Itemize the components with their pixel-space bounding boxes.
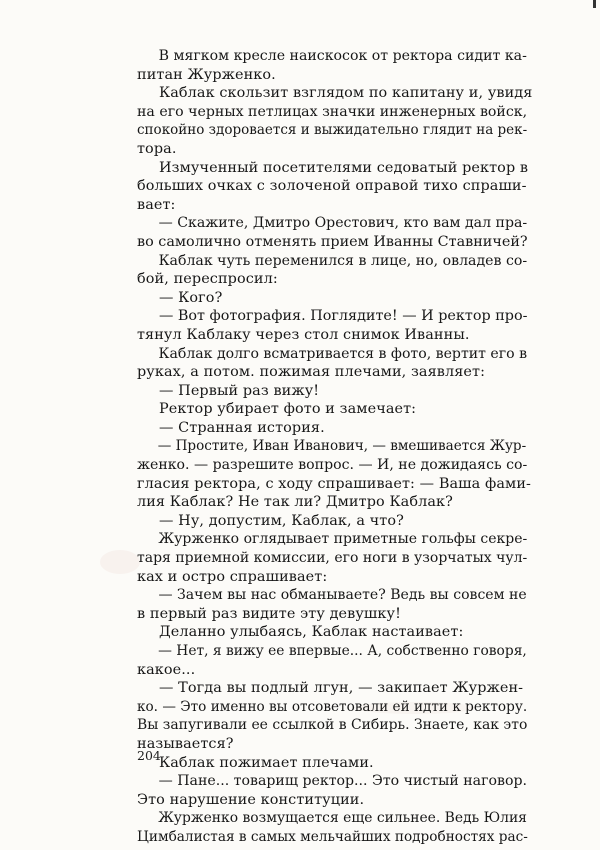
text-line: — Кого? (159, 289, 223, 306)
text-line: Вы запугивали ее ссылкой в Сибирь. Знаете, как это (137, 717, 528, 734)
text-line: руках, а потом. пожимая плечами, заявляет: (137, 364, 486, 381)
text-line: в первый раз видите эту девушку! (137, 605, 401, 622)
text-line: Цимбалистая в самых мельчайших подробностях рас- (137, 828, 528, 845)
text-line: Измученный посетителями седоватый ректор в (159, 159, 529, 176)
text-line: — Нет, я вижу ее впервые... А, собственно говоря, (158, 643, 527, 659)
text-line: ко. — Это именно вы отсоветовали ей идти к ректору. (137, 698, 528, 715)
text-line: Каблак долго всматривается в фото, вертит его в (158, 345, 528, 362)
text-line: Это нарушение конституции. (137, 791, 365, 808)
text-line: — Зачем вы нас обманываете? Ведь вы совсем не (158, 587, 527, 604)
text-line: вает: (137, 196, 176, 213)
text-line: — Ну, допустим, Каблак, а что? (159, 512, 404, 529)
text-line: таря приемной комиссии, его ноги в узорчатых чул- (137, 550, 528, 567)
text-line: какое... (137, 661, 196, 678)
body-text (137, 47, 532, 847)
text-line: бой, переспросил: (137, 271, 278, 288)
text-line: ках и остро спрашивает: (137, 568, 328, 585)
text-line: — Странная история. (159, 419, 325, 436)
paper-stain (100, 550, 140, 574)
corner-mark (593, 0, 596, 8)
text-line: питан Журженко. (137, 66, 276, 83)
text-line: Журженко оглядывает приметные гольфы секре- (158, 531, 528, 548)
text-line: спокойно здоровается и выжидательно глядит на рек- (137, 122, 528, 139)
text-line: — Простите, Иван Иванович, — вмешивается Жур- (157, 438, 527, 455)
text-line: тора. (137, 140, 177, 157)
text-line: В мягком кресле наискосок от ректора сидит ка- (158, 48, 527, 64)
text-line: Журженко возмущается еще сильнее. Ведь Юлия (158, 810, 527, 827)
text-line: Каблак чуть переменился в лице, но, овладев со- (158, 252, 528, 269)
text-line: женко. — разрешите вопрос. — И, не дожидаясь со- (137, 457, 528, 474)
text-line: называется? (137, 735, 234, 752)
text-line: тянул Каблаку через стол снимок Иванны. (137, 326, 470, 343)
text-line: Деланно улыбаясь, Каблак настаивает: (159, 624, 464, 641)
text-line: — Пане... товарищ ректор... Это чистый наговор. (158, 773, 528, 790)
text-line: Каблак пожимает плечами. (159, 754, 374, 771)
text-line: Каблак скользит взглядом по капитану и, увидя (159, 85, 532, 102)
text-line: Ректор убирает фото и замечает: (159, 401, 417, 418)
text-line: больших очках с золоченой оправой тихо спраши- (137, 178, 527, 195)
text-line: — Тогда вы подлый лгун, — закипает Журжен- (159, 680, 524, 697)
text-line: лия Каблак? Не так ли? Дмитро Каблак? (137, 494, 453, 511)
text-line: — Первый раз вижу! (159, 382, 320, 399)
text-line: во самолично отменять прием Иванны Ставничей? (137, 233, 528, 250)
page-number: 204 (137, 748, 161, 763)
text-line: — Скажите, Дмитро Орестович, кто вам дал пра- (158, 215, 528, 232)
text-line: гласия ректора, с ходу спрашивает: — Ваша фами- (137, 475, 532, 492)
text-line: на его черных петлицах значки инженерных войск, (137, 103, 528, 120)
text-line: — Вот фотография. Поглядите! — И ректор про- (158, 308, 528, 325)
